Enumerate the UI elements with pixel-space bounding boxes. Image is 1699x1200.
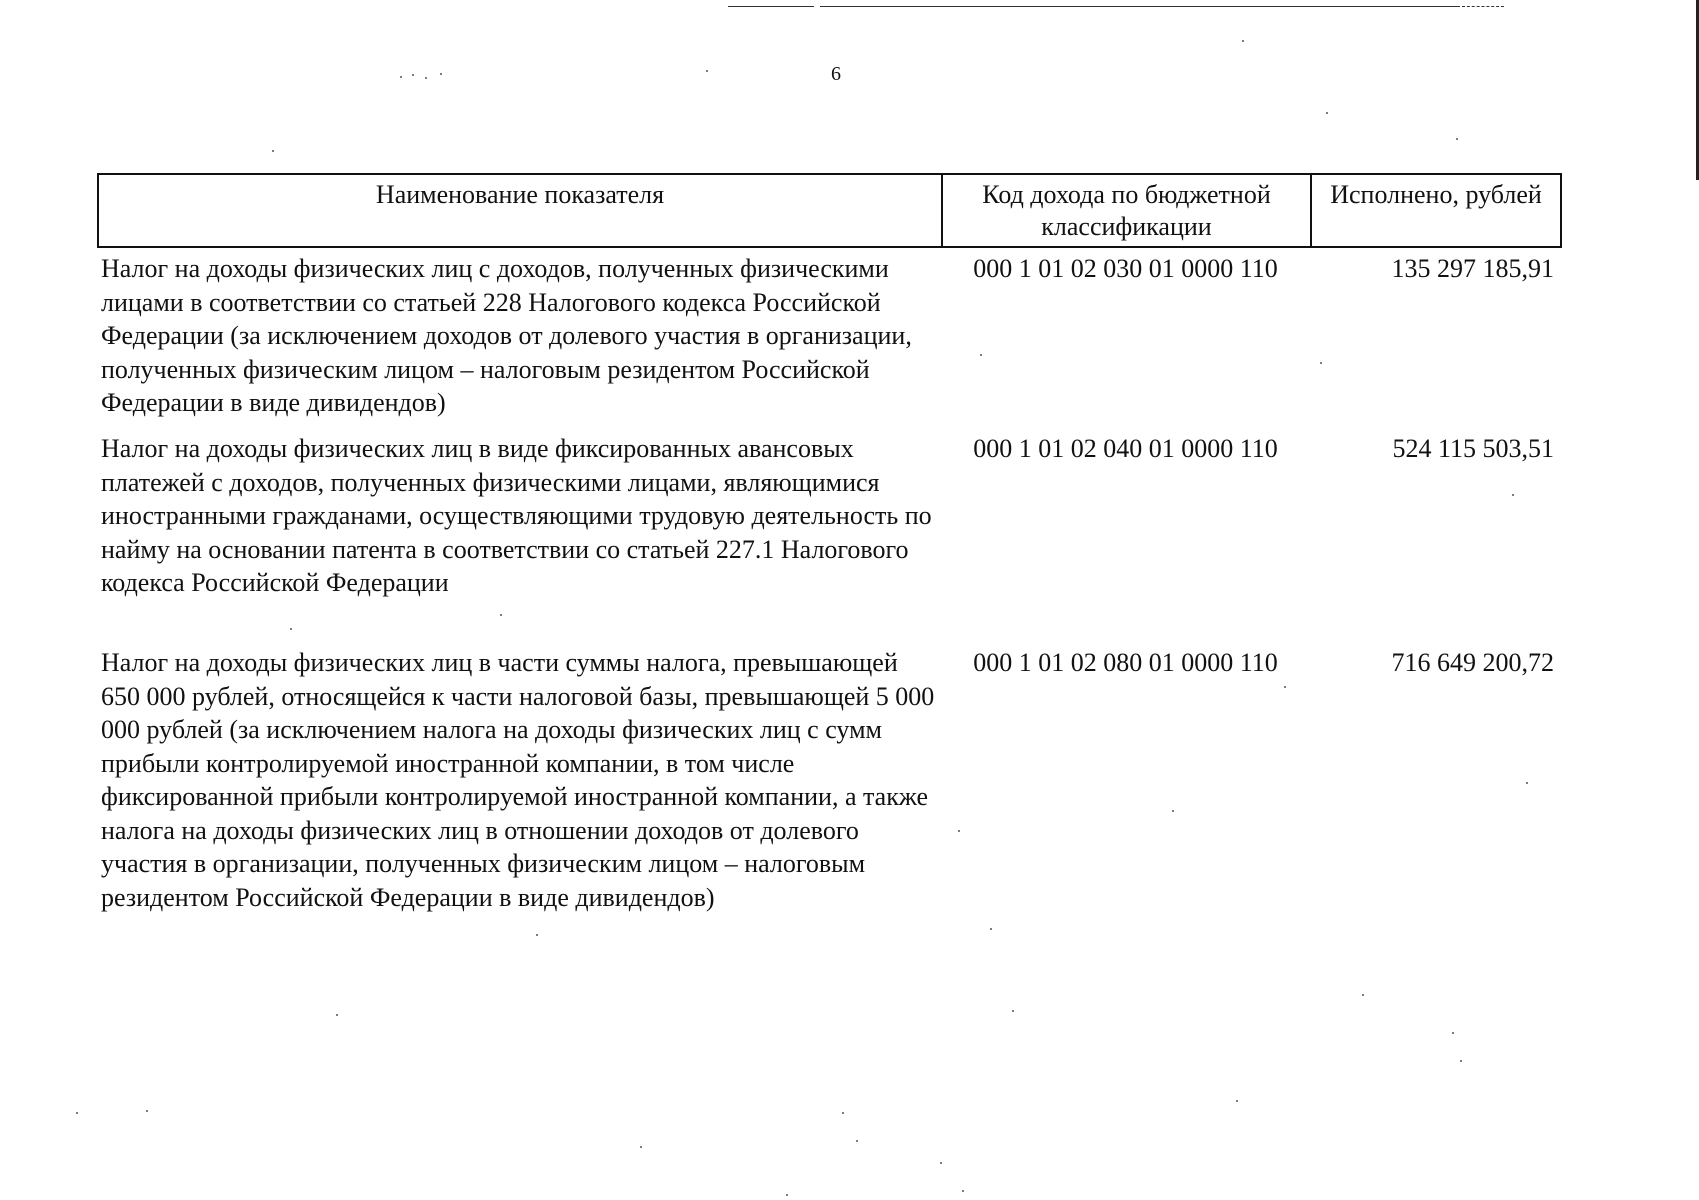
scan-speck: [440, 73, 442, 75]
table-row: [97, 252, 1562, 420]
table-row: [97, 432, 1562, 600]
scan-speck: [640, 1146, 642, 1148]
scan-speck: [786, 1194, 788, 1196]
scan-line: [820, 6, 1460, 7]
header-name: Наименование показателя: [99, 175, 943, 246]
scan-speck: [290, 628, 292, 630]
scan-speck: [1362, 994, 1364, 996]
row-amount: 716 649 200,72: [1391, 648, 1554, 677]
row-name: Налог на доходы физических лиц в части суммы налога, превышающей 650 000 рублей, относящейся к части налоговой базы, превышающей 5 000 000 рублей (за исключением налога на доходы физических лиц с сумм прибыли контролируемой иностранной компании, в том числе фиксированной прибыли контролируемой иностранной компании, а также налога на доходы физических лиц в отношении доходов от долевого участия в организации, полученных физическим лицом – налоговым резидентом Российской Федерации в виде дивидендов): [101, 648, 935, 912]
scan-speck: [1326, 112, 1328, 114]
income-table: [97, 173, 1562, 912]
scan-speck: [272, 150, 274, 152]
scan-speck: [1456, 138, 1458, 140]
row-code: 000 1 01 02 040 01 0000 110: [973, 434, 1278, 463]
scan-speck: [990, 928, 992, 930]
scan-speck: [336, 1014, 338, 1016]
scan-speck: [425, 77, 427, 79]
scan-speck: [500, 614, 502, 616]
scan-line: [1462, 6, 1504, 7]
scan-speck: [1236, 1100, 1238, 1102]
scan-speck: [940, 1162, 942, 1164]
scan-line: [728, 6, 814, 7]
header-amount: Исполнено, рублей: [1330, 180, 1542, 209]
scan-speck: [400, 76, 402, 78]
row-code: 000 1 01 02 080 01 0000 110: [973, 648, 1278, 677]
scan-speck: [1452, 1032, 1454, 1034]
scan-speck: [412, 74, 414, 76]
scan-speck: [842, 1112, 844, 1114]
scan-speck: [1460, 1060, 1462, 1062]
scan-speck: [856, 1140, 858, 1142]
page-number: 6: [831, 63, 841, 85]
row-name: Налог на доходы физических лиц в виде фиксированных авансовых платежей с доходов, полученных физическими лицами, являющимися иностранными гражданами, осуществляющими трудовую деятельность по найму на основании патента в соответствии со статьей 227.1 Налогового кодекса Российской Федерации: [101, 434, 932, 597]
scan-speck: [146, 1110, 148, 1112]
table-row: [97, 646, 1562, 914]
row-name: Налог на доходы физических лиц с доходов, полученных физическими лицами в соответствии со статьей 228 Налогового кодекса Российской Федерации (за исключением доходов от долевого участия в организации, полученных физическим лицом – налоговым резидентом Российской Федерации в виде дивидендов): [101, 254, 912, 417]
row-amount: 135 297 185,91: [1391, 254, 1554, 283]
table-header: [97, 173, 1562, 248]
scan-speck: [962, 1190, 964, 1192]
scan-speck: [76, 1112, 78, 1114]
scan-speck: [1242, 40, 1244, 42]
scan-speck: [536, 934, 538, 936]
scan-speck: [706, 70, 708, 72]
row-amount: 524 115 503,51: [1392, 434, 1554, 463]
header-code: Код дохода по бюджетной классификации: [943, 175, 1312, 246]
scan-speck: [1012, 1010, 1014, 1012]
row-code: 000 1 01 02 030 01 0000 110: [973, 254, 1278, 283]
